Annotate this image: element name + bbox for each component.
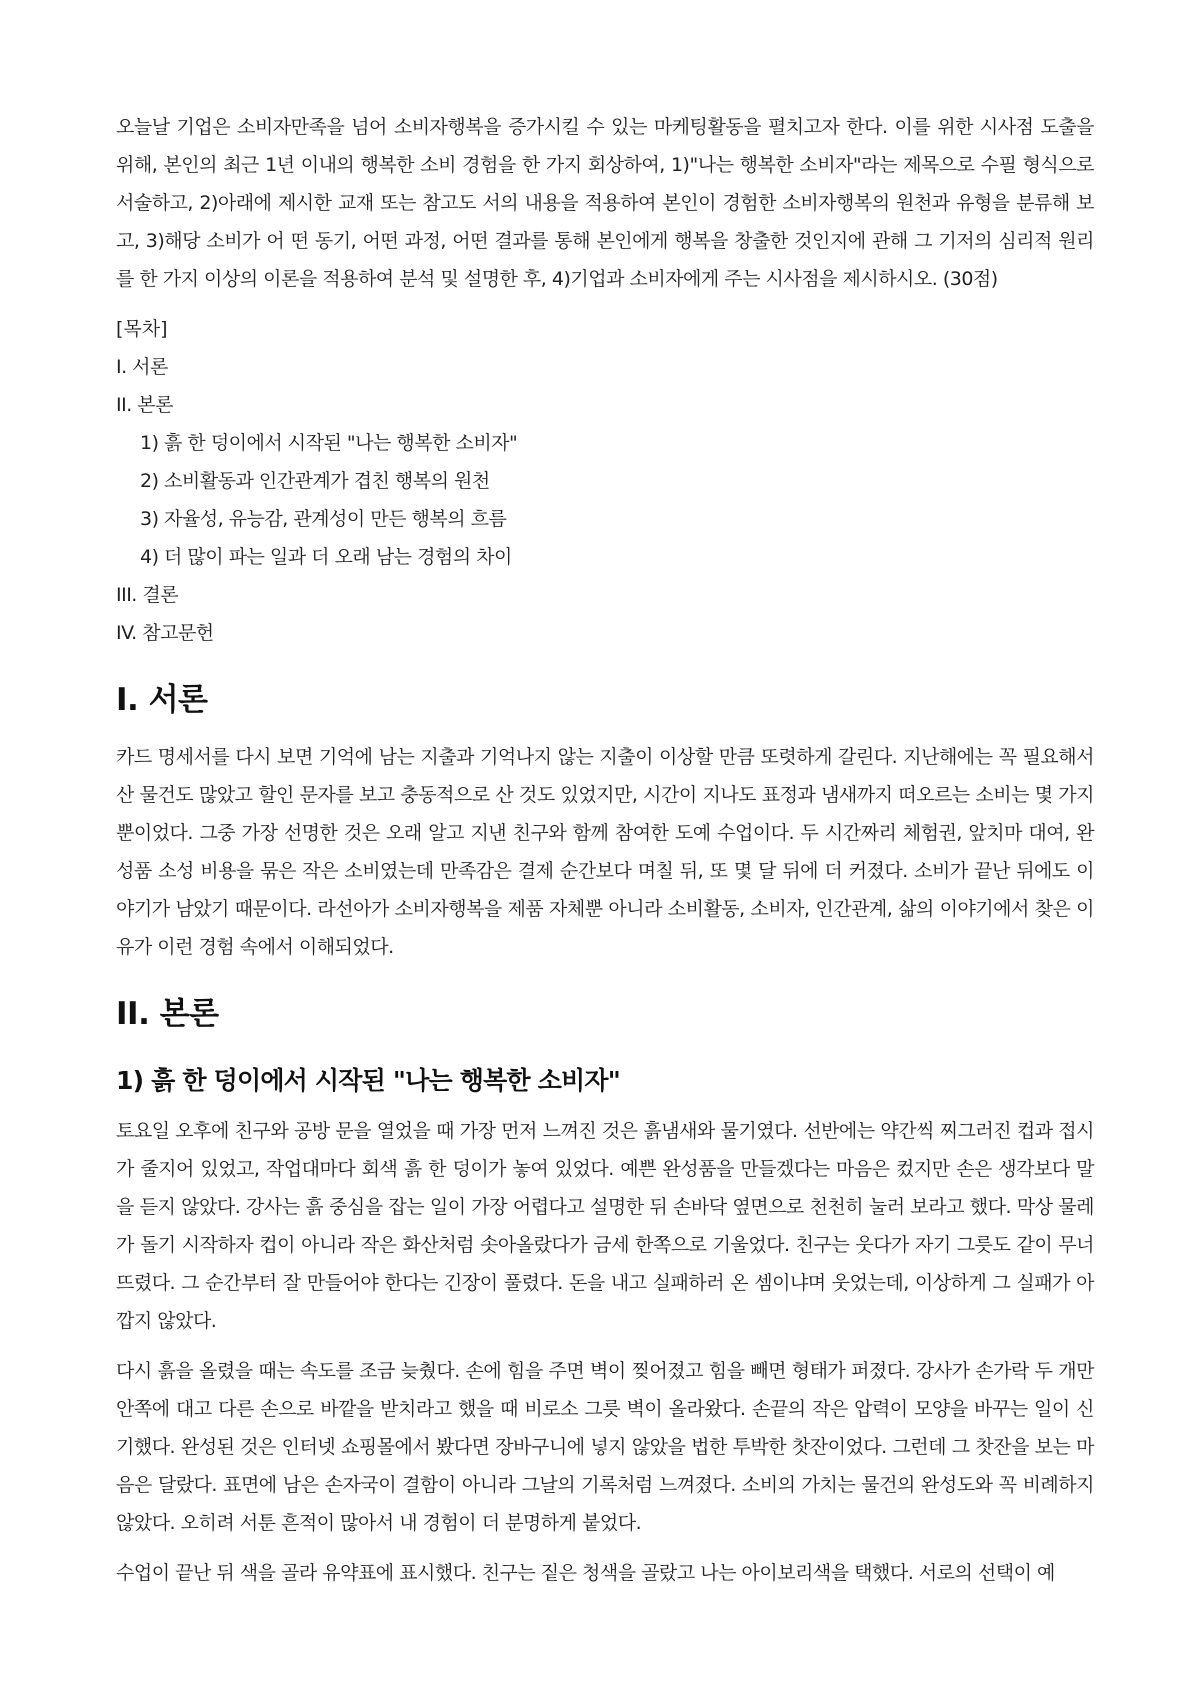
toc-item-references: IV. 참고문헌 — [116, 622, 214, 644]
table-of-contents — [116, 310, 1094, 652]
document-page — [116, 108, 1094, 1604]
assignment-prompt: 오늘날 기업은 소비자만족을 넘어 소비자행복을 증가시킬 수 있는 마케팅활동을 펼치고자 한다. 이를 위한 시사점 도출을 위해, 본인의 최근 1년 이내의 행복한 소비 경험을 한 가지 회상하여, 1)"나는 행복한 소비자"라는 제목으로 수필 형식으로 서술하고, 2)아래에 제시한 교재 또는 참고도 서의 내용을 적용하여 본인이 경험한 소비자행복의 원천과 유형을 분류해 보고, 3)해당 소비가 어 떤 동기, 어떤 과정, 어떤 결과를 통해 본인에게 행복을 창출한 것인지에 관해 그 기저의 심리적 원리를 한 가지 이상의 이론을 적용하여 분석 및 설명한 후, 4)기업과 소비자에게 주는 시사점을 제시하시오. (30점) — [116, 116, 1094, 290]
toc-subitem-3: 3) 자율성, 유능감, 관계성이 만든 행복의 흐름 — [140, 508, 507, 530]
toc-item-main: II. 본론 — [116, 394, 173, 416]
toc-item-conclusion: III. 결론 — [116, 584, 179, 606]
body-paragraph: 다시 흙을 올렸을 때는 속도를 조금 늦췄다. 손에 힘을 주면 벽이 찢어졌고 힘을 빼면 형태가 퍼졌다. 강사가 손가락 두 개만 안쪽에 대고 다른 손으로 바깥을 받치라고 했을 때 비로소 그릇 벽이 올라왔다. 손끝의 작은 압력이 모양을 바꾸는 일이 신기했다. 완성된 것은 인터넷 쇼핑몰에서 봤다면 장바구니에 넣지 않았을 법한 투박한 찻잔이었다. 그런데 그 찻잔을 보는 마음은 달랐다. 표면에 남은 손자국이 결함이 아니라 그날의 기록처럼 느껴졌다. 소비의 가치는 물건의 완성도와 꼭 비례하지 않았다. 오히려 서툰 흔적이 많아서 내 경험이 더 분명하게 붙었다. — [116, 1360, 1094, 1534]
body-paragraph: 수업이 끝난 뒤 색을 골라 유약표에 표시했다. 친구는 짙은 청색을 골랐고 나는 아이보리색을 택했다. 서로의 선택이 예 — [116, 1562, 1055, 1584]
toc-title: [목차] — [116, 318, 168, 340]
body-paragraph: 토요일 오후에 친구와 공방 문을 열었을 때 가장 먼저 느껴진 것은 흙냄새와 물기였다. 선반에는 약간씩 찌그러진 컵과 접시가 줄지어 있었고, 작업대마다 회색 흙 한 덩이가 놓여 있었다. 예쁜 완성품을 만들겠다는 마음은 컸지만 손은 생각보다 말을 듣지 않았다. 강사는 흙 중심을 잡는 일이 가장 어렵다고 설명한 뒤 손바닥 옆면으로 천천히 눌러 보라고 했다. 막상 물레가 돌기 시작하자 컵이 아니라 작은 화산처럼 솟아올랐다가 금세 한쪽으로 기울었다. 친구는 웃다가 자기 그릇도 같이 무너뜨렸다. 그 순간부터 잘 만들어야 한다는 긴장이 풀렸다. 돈을 내고 실패하러 온 셈이냐며 웃었는데, 이상하게 그 실패가 아깝지 않았다. — [116, 1120, 1094, 1332]
section-heading-introduction: I. 서론 — [116, 682, 208, 718]
toc-item-intro: I. 서론 — [116, 356, 168, 378]
toc-subitem-4: 4) 더 많이 파는 일과 더 오래 남는 경험의 차이 — [140, 546, 512, 568]
toc-subitem-1: 1) 흙 한 덩이에서 시작된 "나는 행복한 소비자" — [140, 432, 518, 454]
toc-subitem-2: 2) 소비활동과 인간관계가 겹친 행복의 원천 — [140, 470, 490, 492]
introduction-paragraph: 카드 명세서를 다시 보면 기억에 남는 지출과 기억나지 않는 지출이 이상할 만큼 또렷하게 갈린다. 지난해에는 꼭 필요해서 산 물건도 많았고 할인 문자를 보고 충동적으로 산 것도 있었지만, 시간이 지나도 표정과 냄새까지 떠오르는 소비는 몇 가지뿐이었다. 그중 가장 선명한 것은 오래 알고 지낸 친구와 함께 참여한 도예 수업이다. 두 시간짜리 체험권, 앞치마 대여, 완성품 소성 비용을 묶은 작은 소비였는데 만족감은 결제 순간보다 며칠 뒤, 또 몇 달 뒤에 더 커졌다. 소비가 끝난 뒤에도 이야기가 남았기 때문이다. 라선아가 소비자행복을 제품 자체뿐 아니라 소비활동, 소비자, 인간관계, 삶의 이야기에서 찾은 이유가 이런 경험 속에서 이해되었다. — [116, 746, 1094, 958]
subsection-heading-1: 1) 흙 한 덩이에서 시작된 "나는 행복한 소비자" — [116, 1066, 620, 1095]
section-heading-main: II. 본론 — [116, 996, 219, 1032]
